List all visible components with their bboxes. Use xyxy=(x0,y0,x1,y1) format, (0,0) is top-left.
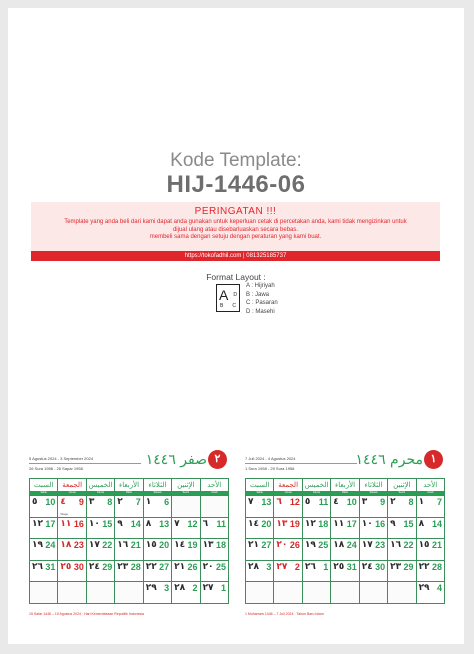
format-layout-diagram xyxy=(216,284,240,312)
calendar-day-cell xyxy=(331,518,358,539)
hijri-date: ٢٦ xyxy=(32,561,43,572)
gregorian-date: 20 xyxy=(159,540,170,550)
gregorian-date: 16 xyxy=(73,518,84,529)
calendar-day-cell xyxy=(87,496,114,517)
gregorian-date: 27 xyxy=(159,561,170,572)
hijri-date: ٩ xyxy=(390,518,396,529)
calendar-day-cell xyxy=(172,561,199,582)
hijri-date: ٣ xyxy=(88,497,95,507)
weekday-arabic: السبت xyxy=(34,481,54,489)
hijri-date: ٥ xyxy=(304,497,311,507)
hijri-date: ٦ xyxy=(276,497,282,507)
weekday-latin: Jumat xyxy=(58,491,85,495)
calendar-day-cell xyxy=(417,561,444,582)
weekday-header xyxy=(201,479,228,495)
gregorian-date: 23 xyxy=(73,540,84,550)
hijri-date: ٨ xyxy=(145,518,152,529)
calendar-divider xyxy=(245,463,357,464)
calendar-day-cell xyxy=(417,539,444,560)
gregorian-date: 24 xyxy=(346,540,357,550)
gregorian-date: 18 xyxy=(215,540,226,550)
gregorian-date: 16 xyxy=(375,518,386,529)
calendar-day-cell xyxy=(331,496,358,517)
template-code: HIJ-1446-06 xyxy=(166,171,306,198)
calendar-day-cell xyxy=(58,518,85,539)
calendar-day-cell xyxy=(360,561,387,582)
hijri-date: ٢٥ xyxy=(333,561,345,572)
weekday-header xyxy=(144,479,171,495)
hijri-date: ٢٨ xyxy=(248,561,259,572)
gregorian-date: 9 xyxy=(380,497,386,507)
calendar-month-name: محرم ١٤٤٦ xyxy=(355,452,423,468)
gregorian-date: 19 xyxy=(289,518,300,529)
pasaran-label: Wage xyxy=(60,511,69,516)
calendar-day-cell xyxy=(115,539,142,560)
calendar-day-cell xyxy=(58,561,85,582)
calendar-range: 7 Juli 2024 - 4 Agustus 2024 xyxy=(245,456,296,461)
gregorian-date: 15 xyxy=(403,518,414,529)
calendar-grid xyxy=(245,478,445,604)
calendar-day-cell xyxy=(388,518,415,539)
weekday-latin: Selasa xyxy=(360,491,387,495)
hijri-date: ١٦ xyxy=(117,540,129,550)
calendar-day-cell xyxy=(115,561,142,582)
calendar-day-cell xyxy=(144,539,171,560)
weekday-arabic: الإثنين xyxy=(177,481,195,489)
hijri-date: ٤ xyxy=(333,497,339,507)
hijri-date: ٢٥ xyxy=(60,561,72,572)
gregorian-date: 24 xyxy=(45,540,56,550)
weekday-header xyxy=(172,479,199,495)
template-sheet xyxy=(8,8,464,644)
calendar-day-cell xyxy=(388,561,415,582)
hijri-date: ٧ xyxy=(174,518,180,529)
format-layout-title: Format Layout : xyxy=(206,272,266,282)
calendar-grid xyxy=(29,478,229,604)
gregorian-date: 21 xyxy=(431,540,442,550)
calendar-day-cell xyxy=(58,539,85,560)
hijri-date: ٢٠ xyxy=(202,561,214,572)
gregorian-date: 8 xyxy=(408,497,414,507)
calendar-day-cell xyxy=(246,496,273,517)
weekday-latin: Selasa xyxy=(144,491,171,495)
hijri-date: ٢٣ xyxy=(390,561,402,572)
calendar-day-cell xyxy=(201,561,228,582)
calendar-day-cell xyxy=(115,496,142,517)
weekday-latin: Jumat xyxy=(274,491,301,495)
calendar-day-cell xyxy=(331,582,358,603)
hijri-date: ١٧ xyxy=(88,540,100,550)
calendar-day-cell xyxy=(303,582,330,603)
hijri-date: ٧ xyxy=(248,497,254,507)
calendar-month-name: صفر ١٤٤٦ xyxy=(145,452,207,468)
gregorian-date: 15 xyxy=(102,518,113,529)
calendar-day-cell xyxy=(58,496,85,517)
calendar-day-cell xyxy=(388,539,415,560)
gregorian-date: 10 xyxy=(45,497,56,507)
calendar-day-cell xyxy=(360,518,387,539)
weekday-arabic: الخميس xyxy=(304,481,329,489)
gregorian-date: 17 xyxy=(45,518,56,529)
weekday-latin: Senin xyxy=(388,491,415,495)
calendar-day-cell xyxy=(274,518,301,539)
hijri-date: ١٩ xyxy=(304,540,316,550)
calendar-range-javanese: 26 Sura 1958 - 25 Sapar 1958 xyxy=(29,466,83,471)
calendar-day-cell xyxy=(87,561,114,582)
gregorian-date: 30 xyxy=(73,561,84,572)
gregorian-date: 1 xyxy=(323,561,329,572)
weekday-latin: Ahad xyxy=(417,491,444,495)
gregorian-date: 28 xyxy=(130,561,141,572)
hijri-date: ١٨ xyxy=(333,540,345,550)
calendar-day-cell xyxy=(417,582,444,603)
warning-line-1: Template yang anda beli dari kami dapat anda gunakan untuk keperluan cetak di percetakan anda, kami tidak mengizinkan untuk dijual ulang atau disebarluaskan secara bebas. xyxy=(64,219,407,233)
format-box-b: B xyxy=(220,303,224,309)
gregorian-date: 27 xyxy=(261,540,272,550)
calendar-day-cell xyxy=(144,582,171,603)
gregorian-date: 23 xyxy=(375,540,386,550)
hijri-date: ٢٧ xyxy=(202,583,214,593)
weekday-arabic: السبت xyxy=(250,481,270,489)
gregorian-date: 3 xyxy=(266,561,272,572)
hijri-date: ٢٠ xyxy=(276,540,288,550)
calendar-muharram xyxy=(245,452,445,621)
weekday-header xyxy=(30,479,57,495)
calendar-day-cell xyxy=(30,582,57,603)
hijri-date: ١ xyxy=(418,497,425,507)
gregorian-date: 19 xyxy=(187,540,198,550)
calendar-day-cell xyxy=(303,496,330,517)
calendar-day-cell xyxy=(172,518,199,539)
hijri-date: ١٩ xyxy=(32,540,43,550)
calendar-day-cell xyxy=(360,539,387,560)
calendar-day-cell xyxy=(87,518,114,539)
hijri-date: ٢٩ xyxy=(418,583,430,593)
calendar-day-cell xyxy=(201,582,228,603)
hijri-date: ١٣ xyxy=(202,540,214,550)
weekday-arabic: الجمعة xyxy=(278,481,299,489)
weekday-latin: Senin xyxy=(172,491,199,495)
gregorian-date: 9 xyxy=(78,497,84,507)
hijri-date: ٨ xyxy=(418,518,425,529)
weekday-header xyxy=(58,479,85,495)
calendar-safar xyxy=(29,452,229,621)
calendar-day-cell xyxy=(115,582,142,603)
gregorian-date: 11 xyxy=(318,497,329,507)
format-layout-legend xyxy=(246,282,278,316)
hijri-date: ٢٢ xyxy=(145,561,157,572)
hijri-date: ٢ xyxy=(117,497,123,507)
gregorian-date: 26 xyxy=(289,540,300,550)
hijri-date: ٢٦ xyxy=(304,561,316,572)
weekday-header xyxy=(388,479,415,495)
hijri-date: ٢١ xyxy=(174,561,186,572)
hijri-date: ٢٤ xyxy=(88,561,100,572)
hijri-date: ١٤ xyxy=(248,518,259,529)
hijri-date: ١٤ xyxy=(174,540,186,550)
weekday-latin: Rabu xyxy=(115,491,142,495)
warning-text xyxy=(31,219,440,242)
weekday-header xyxy=(360,479,387,495)
gregorian-date: 20 xyxy=(261,518,272,529)
calendar-day-cell xyxy=(388,496,415,517)
weekday-header xyxy=(331,479,358,495)
calendar-day-cell xyxy=(246,539,273,560)
calendar-month-number: ١ xyxy=(424,450,443,469)
gregorian-date: 13 xyxy=(159,518,170,529)
gregorian-date: 6 xyxy=(164,497,170,507)
gregorian-date: 14 xyxy=(130,518,141,529)
hijri-date: ٢٤ xyxy=(361,561,373,572)
gregorian-date: 31 xyxy=(346,561,357,572)
calendar-day-cell xyxy=(144,496,171,517)
calendar-day-cell xyxy=(115,518,142,539)
gregorian-date: 28 xyxy=(431,561,442,572)
weekday-latin: Sabtu xyxy=(30,491,57,495)
weekday-arabic: الجمعة xyxy=(62,481,83,489)
calendar-day-cell xyxy=(58,582,85,603)
hijri-date: ١٥ xyxy=(145,540,157,550)
calendar-day-cell xyxy=(331,539,358,560)
gregorian-date: 7 xyxy=(436,497,442,507)
weekday-arabic: الأحد xyxy=(423,481,438,489)
calendar-day-cell xyxy=(360,496,387,517)
hijri-date: ٤ xyxy=(60,497,66,507)
hijri-date: ١٧ xyxy=(361,540,373,550)
warning-line-2: membeli sama dengan setuju dengan peraturan yang kami buat. xyxy=(149,234,322,240)
calendar-day-cell xyxy=(303,539,330,560)
gregorian-date: 13 xyxy=(261,497,272,507)
calendar-month-number: ٢ xyxy=(208,450,227,469)
gregorian-date: 25 xyxy=(215,561,226,572)
hijri-date: ٩ xyxy=(117,518,123,529)
gregorian-date: 29 xyxy=(403,561,414,572)
gregorian-date: 11 xyxy=(216,518,226,529)
gregorian-date: 1 xyxy=(220,583,226,593)
weekday-arabic: الثلاثاء xyxy=(148,481,167,489)
hijri-date: ١٠ xyxy=(88,518,100,529)
hijri-date: ١٢ xyxy=(304,518,316,529)
calendar-range-javanese: 1 Sura 1958 - 29 Sura 1958 xyxy=(245,466,295,471)
hijri-date: ٢ xyxy=(390,497,396,507)
weekday-arabic: الأربعاء xyxy=(118,481,140,489)
gregorian-date: 10 xyxy=(346,497,357,507)
weekday-latin: Rabu xyxy=(331,491,358,495)
weekday-arabic: الثلاثاء xyxy=(364,481,383,489)
weekday-latin: Sabtu xyxy=(246,491,273,495)
gregorian-date: 3 xyxy=(164,583,170,593)
legend-item: B : Jawa xyxy=(246,291,270,298)
calendar-day-cell xyxy=(30,539,57,560)
calendar-day-cell xyxy=(30,518,57,539)
format-box-a: A xyxy=(219,287,229,303)
weekday-arabic: الأحد xyxy=(207,481,222,489)
gregorian-date: 22 xyxy=(403,540,414,550)
calendar-day-cell xyxy=(303,561,330,582)
hijri-date: ١١ xyxy=(60,518,72,529)
hijri-date: ٢٩ xyxy=(145,583,157,593)
weekday-latin: Kamis xyxy=(87,491,114,495)
gregorian-date: 26 xyxy=(187,561,198,572)
gregorian-date: 18 xyxy=(318,518,329,529)
hijri-date: ٣ xyxy=(361,497,368,507)
calendar-day-cell xyxy=(274,496,301,517)
hijri-date: ٢٢ xyxy=(418,561,430,572)
calendar-day-cell xyxy=(274,561,301,582)
calendar-day-cell xyxy=(201,518,228,539)
weekday-header xyxy=(87,479,114,495)
gregorian-date: 7 xyxy=(135,497,141,507)
hijri-date: ٢١ xyxy=(248,540,259,550)
gregorian-date: 8 xyxy=(107,497,113,507)
gregorian-date: 17 xyxy=(346,518,357,529)
calendar-day-cell xyxy=(87,582,114,603)
calendar-day-cell xyxy=(172,539,199,560)
warning-contact-bar[interactable]: https://tokofadhil.com | 081325185737 xyxy=(31,251,440,261)
calendar-day-cell xyxy=(246,582,273,603)
gregorian-date: 4 xyxy=(436,583,442,593)
calendar-day-cell xyxy=(331,561,358,582)
legend-item: A : Hijriyah xyxy=(246,283,275,289)
weekday-arabic: الإثنين xyxy=(393,481,411,489)
calendar-day-cell xyxy=(274,582,301,603)
calendar-day-cell xyxy=(388,582,415,603)
weekday-latin: Kamis xyxy=(303,491,330,495)
weekday-header xyxy=(274,479,301,495)
calendar-day-cell xyxy=(246,518,273,539)
weekday-header xyxy=(303,479,330,495)
calendar-range: 5 Agustus 2024 - 3 September 2024 xyxy=(29,456,94,461)
calendar-day-cell xyxy=(274,539,301,560)
calendar-day-cell xyxy=(201,539,228,560)
calendar-day-cell xyxy=(417,496,444,517)
hijri-date: ١٥ xyxy=(418,540,430,550)
gregorian-date: 25 xyxy=(318,540,329,550)
warning-panel xyxy=(31,202,440,261)
hijri-date: ٢٣ xyxy=(117,561,129,572)
calendar-day-cell xyxy=(172,582,199,603)
legend-item: C : Pasaran xyxy=(246,300,278,307)
calendar-day-cell xyxy=(201,496,228,517)
hijri-date: ١٨ xyxy=(60,540,72,550)
hijri-date: ١٦ xyxy=(390,540,402,550)
calendar-day-cell xyxy=(87,539,114,560)
weekday-arabic: الخميس xyxy=(88,481,113,489)
gregorian-date: 2 xyxy=(294,561,300,572)
calendar-day-cell xyxy=(417,518,444,539)
calendar-footnote: 1 Muharram 1446 – 7 Juli 2024 · Tahun Baru Islam xyxy=(245,612,324,616)
hijri-date: ٥ xyxy=(32,497,38,507)
calendar-footnote: 15 Safar 1446 – 19 Agustus 2024 · Hari Kemerdekaan Republik Indonesia xyxy=(29,612,144,616)
gregorian-date: 14 xyxy=(431,518,442,529)
hijri-date: ١٠ xyxy=(361,518,373,529)
format-box-d: D xyxy=(233,292,237,298)
calendar-day-cell xyxy=(303,518,330,539)
weekday-header xyxy=(246,479,273,495)
calendar-day-cell xyxy=(30,561,57,582)
calendar-day-cell xyxy=(246,561,273,582)
calendar-day-cell xyxy=(30,496,57,517)
weekday-latin: Ahad xyxy=(201,491,228,495)
hijri-date: ١٢ xyxy=(32,518,43,529)
hijri-date: ٢٨ xyxy=(174,583,186,593)
hijri-date: ١٣ xyxy=(276,518,288,529)
gregorian-date: 22 xyxy=(102,540,113,550)
template-code-label: Kode Template: xyxy=(170,150,302,171)
format-box-c: C xyxy=(232,303,236,309)
warning-title: PERINGATAN !!! xyxy=(194,206,277,217)
gregorian-date: 31 xyxy=(45,561,56,572)
calendar-day-cell xyxy=(172,496,199,517)
weekday-header xyxy=(417,479,444,495)
gregorian-date: 30 xyxy=(375,561,386,572)
gregorian-date: 2 xyxy=(192,583,198,593)
hijri-date: ١١ xyxy=(333,518,345,529)
hijri-date: ٦ xyxy=(202,518,209,529)
gregorian-date: 12 xyxy=(289,497,300,507)
gregorian-date: 29 xyxy=(102,561,113,572)
calendar-day-cell xyxy=(144,518,171,539)
calendar-day-cell xyxy=(144,561,171,582)
weekday-arabic: الأربعاء xyxy=(334,481,356,489)
hijri-date: ٢٧ xyxy=(276,561,288,572)
legend-item: D : Masehi xyxy=(246,308,275,315)
hijri-date: ١ xyxy=(145,497,152,507)
weekday-header xyxy=(115,479,142,495)
gregorian-date: 21 xyxy=(130,540,141,550)
calendar-day-cell xyxy=(360,582,387,603)
gregorian-date: 12 xyxy=(187,518,198,529)
calendar-divider xyxy=(29,463,141,464)
